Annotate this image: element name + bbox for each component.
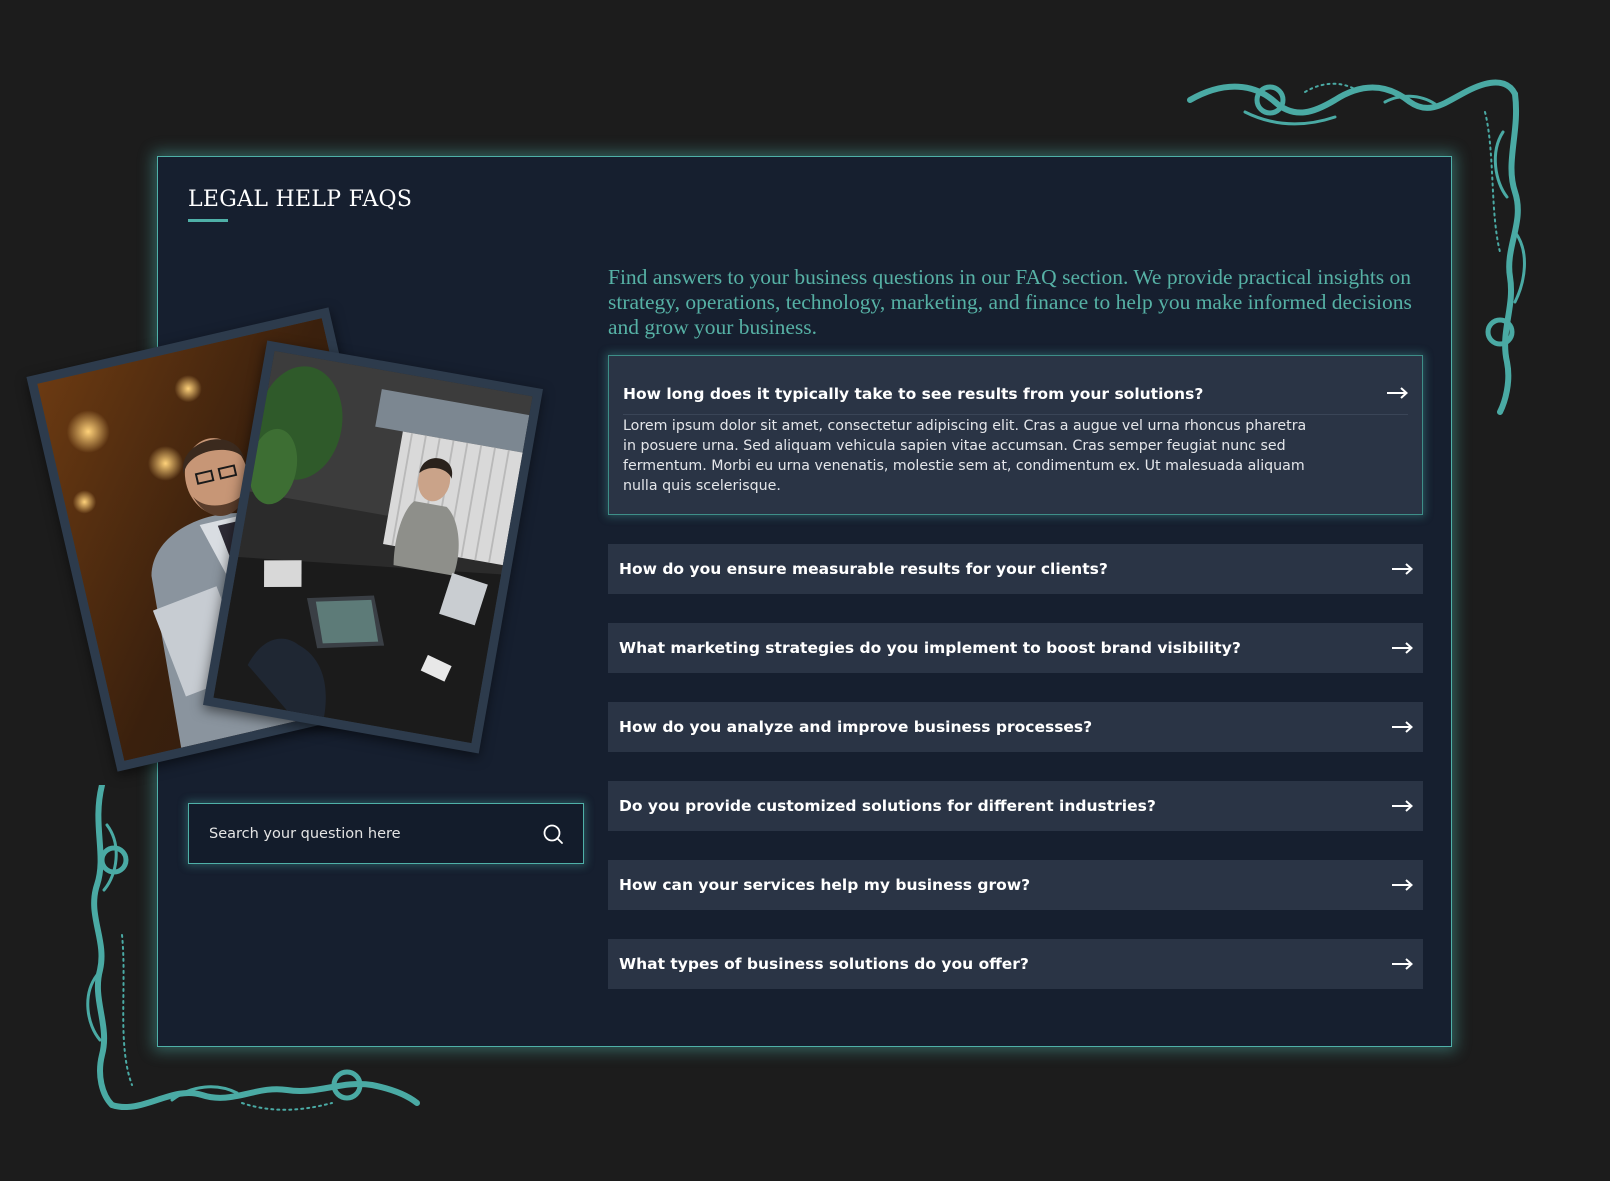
- faq-question: How do you ensure measurable results for your clients?: [619, 560, 1108, 578]
- faq-question: How do you analyze and improve business processes?: [619, 718, 1093, 736]
- arrow-right-icon: [1391, 879, 1413, 891]
- faq-item[interactable]: [608, 544, 1423, 594]
- faq-item[interactable]: [608, 781, 1423, 831]
- arrow-right-icon: [1386, 387, 1408, 399]
- faq-question: What types of business solutions do you offer?: [619, 955, 1029, 973]
- arrow-right-icon: [1391, 563, 1413, 575]
- page-title: LEGAL HELP FAQS: [188, 187, 413, 212]
- faq-item[interactable]: [608, 939, 1423, 989]
- arrow-right-icon: [1391, 721, 1413, 733]
- faq-question: How long does it typically take to see results from your solutions?: [623, 385, 1204, 403]
- search-icon: [542, 823, 564, 845]
- faq-question: Do you provide customized solutions for different industries?: [619, 797, 1156, 815]
- faq-panel: [157, 156, 1452, 1047]
- faq-item[interactable]: [608, 702, 1423, 752]
- arrow-right-icon: [1391, 958, 1413, 970]
- intro-text: Find answers to your business questions in our FAQ section. We provide practical insights on strategy, operations, technology, marketing, and finance to help you make informed decisions and grow your business.: [608, 265, 1412, 339]
- faq-question: What marketing strategies do you implement to boost brand visibility?: [619, 639, 1241, 657]
- search-input[interactable]: [189, 804, 523, 863]
- arrow-right-icon: [1391, 800, 1413, 812]
- search-box: [188, 803, 584, 864]
- title-underline: [188, 219, 228, 222]
- faq-answer: Lorem ipsum dolor sit amet, consectetur adipiscing elit. Cras a augue vel urna rhoncus pharetra in posuere urna. Sed aliquam vehicula sapien vitae accumsan. Cras semper feugiat nunc sed fermentum. Morbi eu urna venenatis, molestie sem at, condimentum ex. Ut malesuada aliquam nulla quis scelerisque.: [623, 418, 1307, 494]
- faq-question: How can your services help my business grow?: [619, 876, 1031, 894]
- arrow-right-icon: [1391, 642, 1413, 654]
- faq-item[interactable]: [608, 860, 1423, 910]
- search-button[interactable]: [523, 804, 583, 863]
- faq-divider: [623, 414, 1408, 415]
- faq-item-expanded[interactable]: [608, 355, 1423, 515]
- faq-item[interactable]: [608, 623, 1423, 673]
- meeting-image: [213, 351, 532, 743]
